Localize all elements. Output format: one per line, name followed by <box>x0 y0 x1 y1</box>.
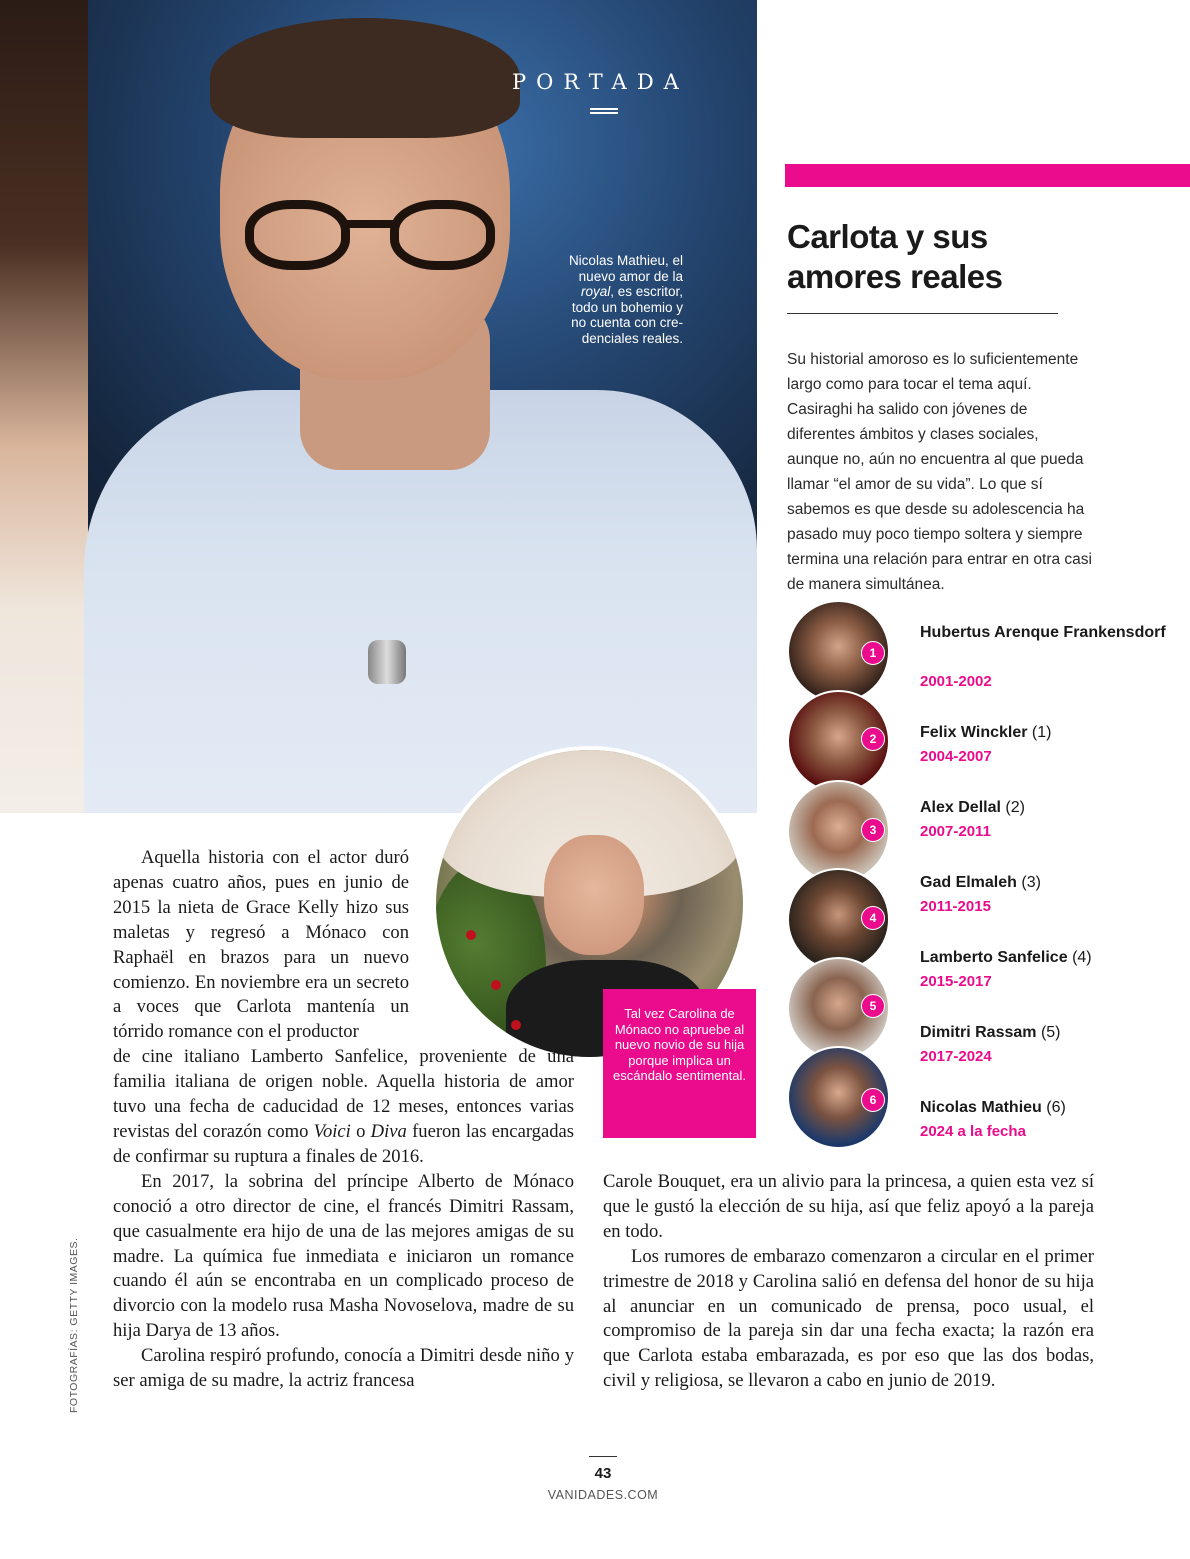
timeline-badge: 6 <box>861 1088 885 1112</box>
timeline-entry-years: 2011-2015 <box>920 898 991 915</box>
timeline-name-text: Felix Winckler <box>920 724 1028 741</box>
timeline-name-text: Nicolas Mathieu <box>920 1099 1042 1116</box>
timeline-entry-years: 2007-2011 <box>920 823 991 840</box>
article-paragraph <box>113 1045 574 1170</box>
microphone-icon <box>368 640 406 684</box>
timeline-badge: 3 <box>861 818 885 842</box>
article-paragraph: Carolina respiró profundo, conocía a Dimitri desde niño y ser amiga de su madre, la actriz francesa <box>113 1345 574 1392</box>
article-text: fueron las encargadas de confirmar su ruptura a finales de 2016. <box>113 1120 575 1167</box>
relationship-timeline <box>787 600 1187 1160</box>
hero-photo <box>0 0 757 813</box>
article-column-2 <box>603 1170 1094 1394</box>
sidebar-accent-bar <box>785 164 1190 187</box>
hero-photo-hair <box>210 18 520 138</box>
hero-caption-text: Nicolas Mathieu, el nuevo amor de la <box>568 253 683 284</box>
timeline-badge: 2 <box>861 727 885 751</box>
glasses-icon <box>245 200 495 275</box>
page-number: 43 <box>594 1465 612 1482</box>
timeline-entry-name <box>920 945 1170 970</box>
timeline-name-text: Alex Dellal <box>920 799 1001 816</box>
timeline-entry-years: 2024 a la fecha <box>920 1123 1026 1140</box>
sidebar-intro: Su historial amoroso es lo suficientemente largo como para tocar el tema aquí. Casiraghi ha salido con jóvenes de diferentes ámbitos y clases sociales, aunque no, aún no encuentra al que pueda llamar “el amor de su vida”. Lo que sí sabemos es que desde su adolescencia ha pasado muy poco tiempo soltera y siempre termina una relación para entrar en otra casi de manera simultánea. <box>787 351 1092 593</box>
timeline-badge: 5 <box>861 994 885 1018</box>
site-url: VANIDADES.COM <box>547 1488 659 1502</box>
sidebar-rule <box>787 313 1058 314</box>
magazine-name: Voici <box>313 1120 351 1142</box>
timeline-entry-name <box>920 870 1170 895</box>
caroline-caption-box <box>603 989 756 1138</box>
timeline-entry-name <box>920 1095 1170 1120</box>
timeline-entry-name <box>920 620 1170 645</box>
timeline-entry-name <box>920 720 1170 745</box>
sidebar-title: Carlota y sus amores reales <box>787 218 1003 295</box>
article-paragraph: Carole Bouquet, era un alivio para la princesa, a quien esta vez sí que le gustó la elección de su hija, así que feliz apoyó a la pareja en todo. <box>603 1171 1094 1242</box>
article-paragraph: Los rumores de embarazo comenzaron a circular en el primer trimestre de 2018 y Carolina salió en defensa del honor de su hija al anunciar en un comunicado de prensa, poco usual, el compromiso de la pareja sin dar una fecha exacta; la razón era que Carlota estaba embarazada, es por eso que las dos bodas, civil y religiosa, se llevaron a cabo en junio de 2019. <box>603 1245 1094 1392</box>
timeline-name-ref: (1) <box>1031 724 1052 741</box>
timeline-name-text: Hubertus Arenque Frankensdorf <box>920 624 1166 641</box>
timeline-name-text: Gad Elmaleh <box>920 874 1017 891</box>
timeline-badge: 4 <box>861 906 885 930</box>
timeline-name-text: Lamberto Sanfelice <box>920 949 1068 966</box>
section-label: PORTADA <box>512 70 689 94</box>
section-rule <box>590 108 618 114</box>
caroline-caption: Tal vez Carolina de Mónaco no apruebe al nuevo novio de su hija porque implica un escándalo sentimental. <box>613 1006 746 1083</box>
timeline-name-ref: (5) <box>1040 1024 1061 1041</box>
timeline-entry-years: 2015-2017 <box>920 973 992 990</box>
article-paragraph: Aquella historia con el actor duró apenas cuatro años, pues en junio de 2015 la nieta de Grace Kelly hizo sus maletas y regresó a Mónaco con Raphaël en brazos para un nuevo comienzo. En noviembre era un secreto a voces que Carlota mantenía un tórrido romance con el productor <box>113 847 409 1043</box>
hero-caption <box>558 253 683 346</box>
timeline-entry-years: 2001-2002 <box>920 673 992 690</box>
hero-photo-left-person <box>0 0 88 813</box>
article-paragraph: En 2017, la sobrina del príncipe Alberto de Mónaco conoció a otro director de cine, el francés Dimitri Rassam, que casualmente era hijo de una de las mejores amigas de su madre. La química fue inmediata e iniciaron un romance cuando él aún se encontraba en un complicado proceso de divorcio con la modelo rusa Masha Novoselova, madre de su hija Darya de 13 años. <box>113 1170 574 1342</box>
photo-credit: FOTOGRAFÍAS: GETTY IMAGES. <box>68 1237 80 1413</box>
article-text: o <box>350 1120 371 1142</box>
timeline-name-ref: (3) <box>1021 874 1041 891</box>
timeline-name-ref: (2) <box>1005 799 1025 816</box>
timeline-badge: 1 <box>861 641 885 665</box>
timeline-entry-years: 2004-2007 <box>920 748 992 765</box>
timeline-entry-name <box>920 1020 1170 1045</box>
magazine-name: Diva <box>370 1120 407 1142</box>
timeline-entry-years: 2017-2024 <box>920 1048 992 1065</box>
timeline-name-ref: (4) <box>1072 949 1092 966</box>
article-text: de cine italiano Lamberto Sanfelice, proveniente de una familia italiana de origen noble. Aquella historia de amor tuvo una fecha de caducidad de 12 meses, entonces varias revistas del corazón como <box>113 1046 574 1142</box>
timeline-name-ref: (6) <box>1046 1099 1066 1116</box>
hero-caption-em: royal <box>580 284 611 299</box>
folio-rule <box>589 1456 617 1457</box>
timeline-name-text: Dimitri Rassam <box>920 1024 1037 1041</box>
hero-caption-text-end: , es escritor, todo un bohemio y no cuenta con cre-denciales reales. <box>571 284 683 346</box>
timeline-entry-name <box>920 795 1170 820</box>
article-column-1 <box>113 846 574 1394</box>
